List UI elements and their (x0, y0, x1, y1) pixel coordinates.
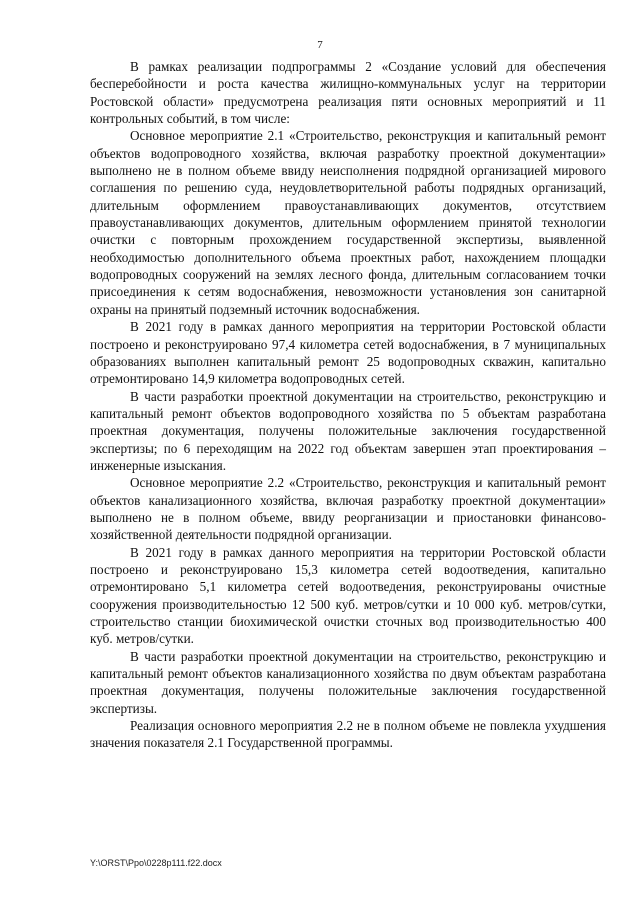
paragraph-2021-water-supply: В 2021 году в рамках данного мероприятия на территории Ростовской области построено и реконструировано 97,4 километра сетей водоснабжения, в 7 муниципальных образованиях выполнен капитальный ремонт 25 водопроводных скважин, капитально отремонтировано 14,9 километра водопроводных сетей. (90, 319, 606, 387)
paragraph-2021-sewerage: В 2021 году в рамках данного мероприятия на территории Ростовской области построено и реконструировано 15,3 километра сетей водоотведения, капитально отремонтировано 5,1 километра сетей водоотведения, реконструированы очистные сооружения производительностью 12 500 куб. метров/сутки и 10 000 куб. метров/сутки, строительство станции биохимической очистки сточных вод производительностью 400 куб. метров/сутки. (90, 544, 606, 647)
paragraph-sewerage-design-docs: В части разработки проектной документации на строительство, реконструкцию и капитальный ремонт объектов канализационного хозяйства по двум объектам разработана проектная документация, получены положительные заключения государственной экспертизы. (90, 648, 606, 716)
paragraph-measure-2-2: Основное мероприятие 2.2 «Строительство, реконструкция и капитальный ремонт объектов канализационного хозяйства, включая разработку проектной документации» выполнено не в полном объеме, ввиду реорганизации и приостановки финансово-хозяйственной деятельности подрядной организации. (90, 475, 606, 543)
paragraph-measure-2-1: Основное мероприятие 2.1 «Строительство, реконструкция и капитальный ремонт объектов водопроводного хозяйства, включая разработку проектной документации» выполнено не в полном объеме ввиду неисполнения подрядной организацией мирового соглашения по решению суда, неудовлетворительной работы подрядных организаций, длительным оформлением правоустанавливающих документов, отсутствием правоустанавливающих документов, длительным оформлением принятой технологии очистки с повторным прохождением государственной экспертизы, выявленной необходимостью дополнительного объема проектных работ, нахождением площадки водопроводных сооружений на землях лесного фонда, длительным согласованием точки присоединения к сетям водоснабжения, невозможности установления зон санитарной охраны на принятый подземный источник водоснабжения. (90, 128, 606, 317)
paragraph-water-design-docs: В части разработки проектной документации на строительство, реконструкцию и капитальный ремонт объектов водопроводного хозяйства по 5 объектам разработана проектная документация, получены положительные заключения государственной экспертизы; по 6 переходящим на 2022 год объектам завершен этап проектирования – инженерные изыскания. (90, 388, 606, 473)
document-body (90, 58, 606, 752)
page-number: 7 (317, 39, 323, 51)
paragraph-conclusion: Реализация основного мероприятия 2.2 не в полном объеме не повлекла ухудшения значения показателя 2.1 Государственной программы. (90, 718, 606, 751)
paragraph-subprogram-intro: В рамках реализации подпрограммы 2 «Создание условий для обеспечения бесперебойности и роста качества жилищно-коммунальных услуг на территории Ростовской области» предусмотрена реализация пяти основных мероприятий и 11 контрольных событий, в том числе: (90, 59, 606, 127)
file-path-footer: Y:\ORST\Ppo\0228p111.f22.docx (90, 858, 222, 868)
